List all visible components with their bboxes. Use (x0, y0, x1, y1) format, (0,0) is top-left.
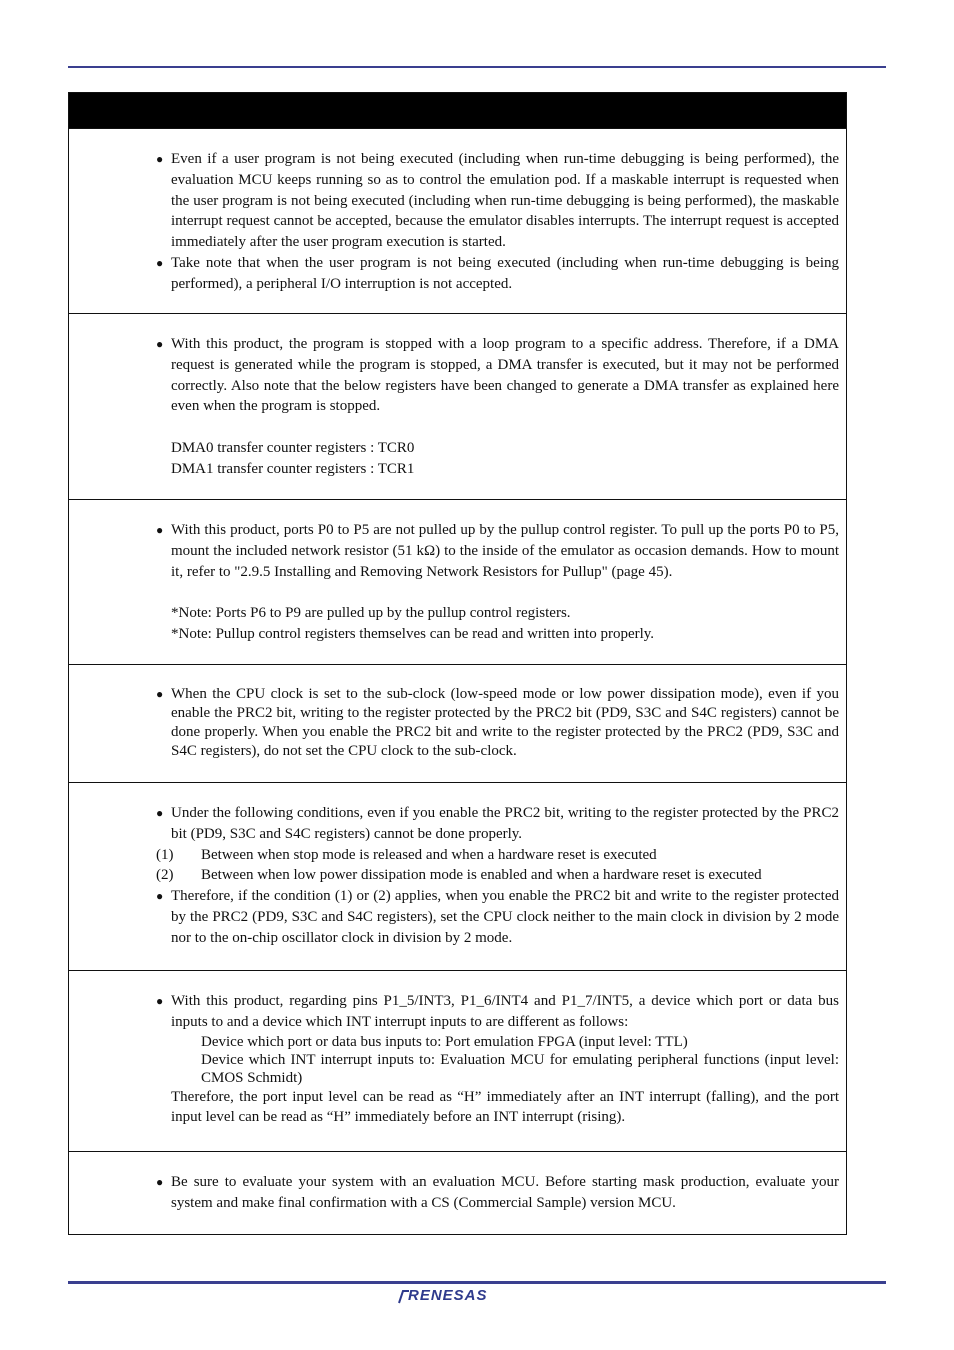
table-row (69, 971, 847, 1152)
note-cell (69, 665, 846, 761)
bullet-item: ● With this product, regarding pins P1_5/INT3, P1_6/INT4 and P1_7/INT5, a device which port or data bus inputs to and a device which INT interrupt inputs to are different as follows: (156, 991, 839, 1033)
plain-line: Therefore, the port input level can be read as “H” immediately after an INT interrupt (falling), and the port input level can be read as “H” immediately before an INT interrupt (rising). (171, 1088, 839, 1126)
bullet-item: ● Take note that when the user program is not being executed (including when run-time debugging is being performed), a peripheral I/O interruption is not accepted. (156, 253, 839, 295)
bullet-item: ● When the CPU clock is set to the sub-clock (low-speed mode or low power dissipation mode), even if you enable the PRC2 bit, writing to the register protected by the PRC2 bit (PD9, S3C and S4C registers) cannot be done properly. When you enable the PRC2 bit and write to the register protected by the PRC2 (PD9, S3C and S4C registers), do not set the CPU clock to the sub-clock. (156, 685, 839, 761)
note-cell (69, 1152, 846, 1214)
table-row (69, 500, 847, 665)
bullet-item: ● Therefore, if the condition (1) or (2) applies, when you enable the PRC2 bit and write to the register protected by the PRC2 (PD9, S3C and S4C registers), set the CPU clock neither to the main clock in division by 2 mode nor to the on-chip oscillator clock in division by 2 mode. (156, 886, 839, 948)
footer-rule (68, 1281, 886, 1284)
table-header-cell (69, 93, 847, 129)
note-cell (69, 783, 846, 949)
table-row (69, 1152, 847, 1235)
note-line: *Note: Pullup control registers themselves can be read and written into properly. (171, 626, 655, 643)
indented-line: Device which port or data bus inputs to: Port emulation FPGA (input level: TTL) (201, 1033, 688, 1050)
plain-line: DMA1 transfer counter registers : TCR1 (171, 460, 415, 477)
logo-text: RENESAS (408, 1287, 488, 1304)
numbered-item: (1) Between when stop mode is released and when a hardware reset is executed (156, 846, 657, 863)
renesas-logo (398, 1287, 510, 1307)
note-cell (69, 500, 846, 645)
note-cell (69, 129, 846, 295)
plain-line: DMA0 transfer counter registers : TCR0 (171, 440, 415, 457)
table-header-row (69, 93, 847, 129)
note-line: *Note: Ports P6 to P9 are pulled up by the pullup control registers. (171, 605, 571, 622)
numbered-item: (2) Between when low power dissipation mode is enabled and when a hardware reset is executed (156, 867, 762, 884)
table-row (69, 129, 847, 314)
indented-line: Device which INT interrupt inputs to: Evaluation MCU for emulating peripheral functions (input level: CMOS Schmidt) (201, 1051, 839, 1086)
bullet-item: ● Under the following conditions, even if you enable the PRC2 bit, writing to the register protected by the PRC2 bit (PD9, S3C and S4C registers) cannot be done properly. (156, 803, 839, 845)
bullet-item: ● Even if a user program is not being executed (including when run-time debugging is being performed), the evaluation MCU keeps running so as to control the emulation pod. If a maskable interrupt is requested when the user program is not being executed (including when run-time debugging is being performed), the maskable interrupt request cannot be accepted, because the emulator disables interrupts. The interrupt request is accepted immediately after the user program execution is started. (156, 149, 839, 253)
note-cell (69, 314, 846, 480)
bullet-item: ● Be sure to evaluate your system with an evaluation MCU. Before starting mask production, evaluate your system and make final confirmation with a CS (Commercial Sample) version MCU. (156, 1172, 839, 1214)
table-row (69, 665, 847, 783)
bullet-item: ● With this product, ports P0 to P5 are not pulled up by the pullup control register. To pull up the ports P0 to P5, mount the included network resistor (51 kΩ) to the inside of the emulator as occasion demands. How to mount it, refer to "2.9.5 Installing and Removing Network Resistors for Pullup" (page 45). (156, 520, 839, 582)
table-row (69, 314, 847, 500)
notes-table (68, 92, 847, 1235)
bullet-item: ● With this product, the program is stopped with a loop program to a specific address. Therefore, if a DMA request is generated while the program is stopped, a DMA transfer is executed, but it may not be performed correctly. Also note that the below registers have been changed to generate a DMA transfer as explained here even when the program is stopped. (156, 334, 839, 417)
table-row (69, 783, 847, 971)
note-cell (69, 971, 846, 1128)
header-rule (68, 66, 886, 68)
